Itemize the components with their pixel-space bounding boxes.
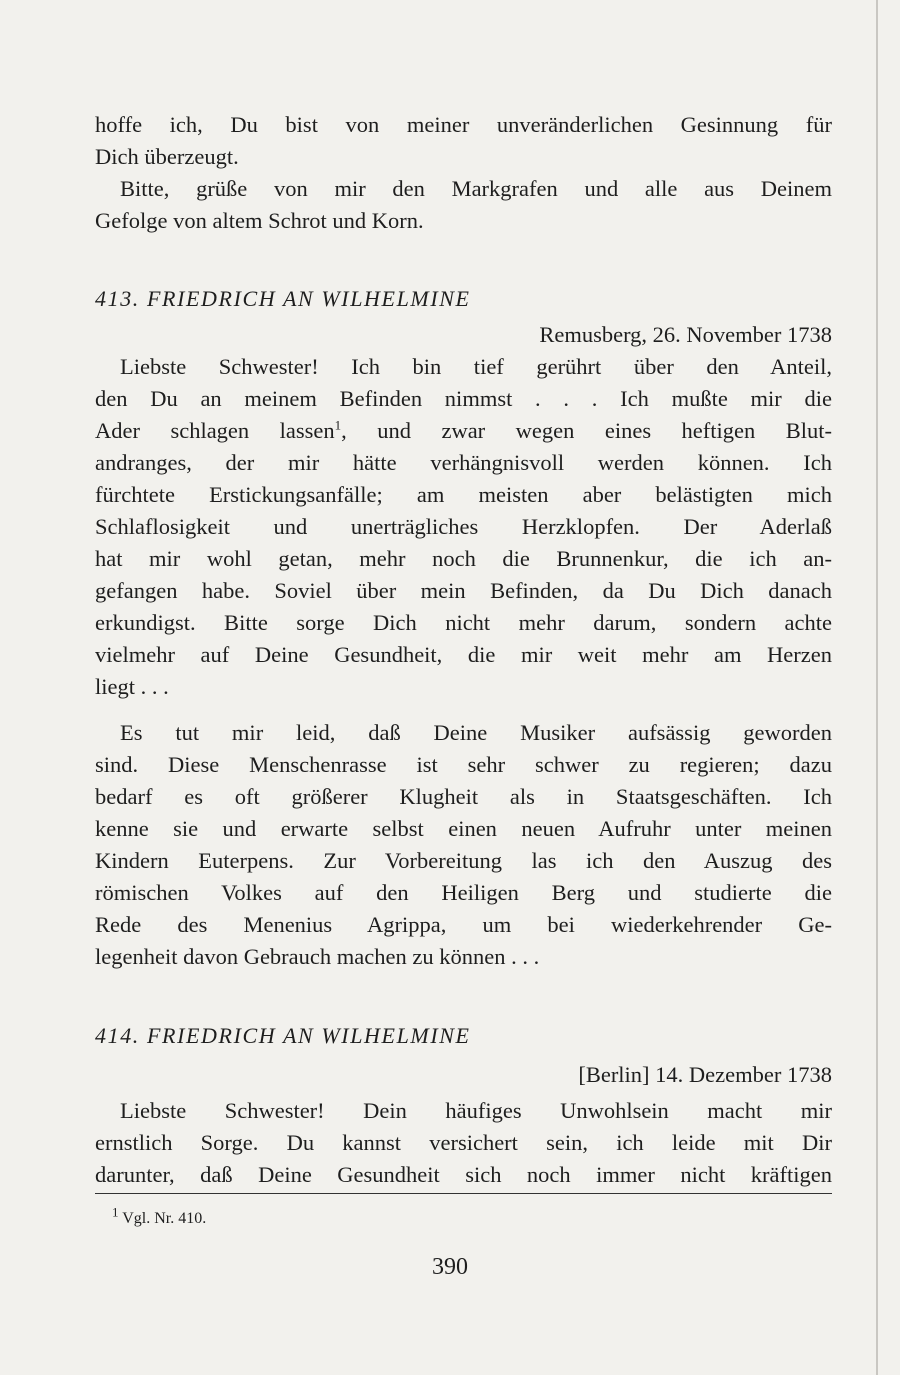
- text-line: erkundigst. Bitte sorge Dich nicht mehr darum, sondern achte: [95, 610, 832, 635]
- text-line: Gefolge von altem Schrot und Korn.: [95, 208, 424, 233]
- text-line: den Du an meinem Befinden nimmst . . . Ich mußte mir die: [95, 386, 832, 411]
- text-line: Liebste Schwester! Dein häufiges Unwohlsein macht mir: [120, 1098, 832, 1123]
- text-line: sind. Diese Menschenrasse ist sehr schwer zu regieren; dazu: [95, 752, 832, 777]
- footnote-text: Vgl. Nr. 410.: [122, 1210, 207, 1227]
- letter-heading-413: 413. FRIEDRICH AN WILHELMINE: [95, 286, 471, 311]
- text-line: [95, 416, 832, 446]
- text-line: gefangen habe. Soviel über mein Befinden, da Du Dich danach: [95, 578, 832, 603]
- text-fragment: Ader schlagen lassen: [95, 418, 335, 443]
- place-date: [Berlin] 14. Dezember 1738: [578, 1062, 832, 1087]
- letter-heading-414: 414. FRIEDRICH AN WILHELMINE: [95, 1023, 471, 1048]
- page-number: 390: [432, 1254, 468, 1280]
- text-line: Liebste Schwester! Ich bin tief gerührt über den Anteil,: [120, 354, 832, 379]
- text-line: vielmehr auf Deine Gesundheit, die mir weit mehr am Herzen: [95, 642, 832, 667]
- text-line: Rede des Menenius Agrippa, um bei wiederkehrender Ge-: [95, 912, 832, 937]
- text-line: darunter, daß Deine Gesundheit sich noch immer nicht kräftigen: [95, 1162, 832, 1187]
- text-line: Es tut mir leid, daß Deine Musiker aufsässig geworden: [120, 720, 832, 745]
- text-line: legenheit davon Gebrauch machen zu können . . .: [95, 944, 540, 969]
- text-line: hoffe ich, Du bist von meiner unveränderlichen Gesinnung für: [95, 112, 832, 137]
- page-edge: [876, 0, 878, 1375]
- text-line: bedarf es oft größerer Klugheit als in Staatsgeschäften. Ich: [95, 784, 832, 809]
- text-line: Bitte, grüße von mir den Markgrafen und alle aus Deinem: [120, 176, 832, 201]
- place-date: Remusberg, 26. November 1738: [539, 322, 832, 347]
- text-line: hat mir wohl getan, mehr noch die Brunnenkur, die ich an-: [95, 546, 832, 571]
- text-line: Dich überzeugt.: [95, 144, 239, 169]
- text-line: liegt . . .: [95, 674, 169, 699]
- text-line: fürchtete Erstickungsanfälle; am meisten aber belästigten mich: [95, 482, 832, 507]
- text-line: andranges, der mir hätte verhängnisvoll werden können. Ich: [95, 450, 832, 475]
- text-line: Kindern Euterpens. Zur Vorbereitung las ich den Auszug des: [95, 848, 832, 873]
- text-line: kenne sie und erwarte selbst einen neuen Aufruhr unter meinen: [95, 816, 832, 841]
- footnote-rule: [95, 1193, 832, 1194]
- footnote-ref[interactable]: 1: [334, 417, 342, 433]
- footnote-number: 1: [112, 1204, 119, 1220]
- footnote: [112, 1204, 207, 1228]
- text-line: ernstlich Sorge. Du kannst versichert sein, ich leide mit Dir: [95, 1130, 832, 1155]
- text-line: Schlaflosigkeit und unerträgliches Herzklopfen. Der Aderlaß: [95, 514, 832, 539]
- text-fragment: , und zwar wegen eines heftigen Blut-: [341, 418, 833, 443]
- text-line: römischen Volkes auf den Heiligen Berg und studierte die: [95, 880, 832, 905]
